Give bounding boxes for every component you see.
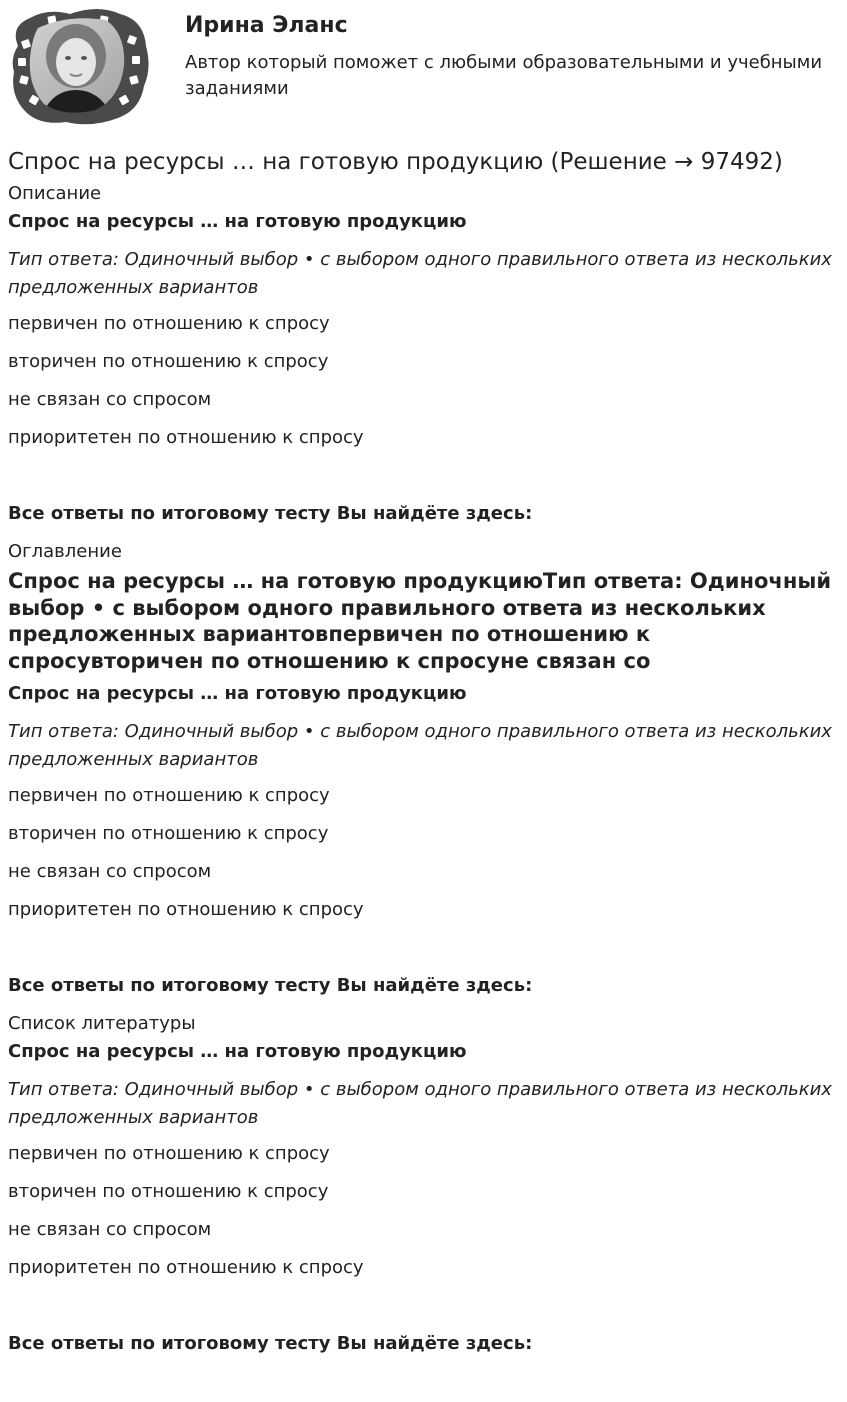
answer-option: не связан со спросом — [8, 1219, 212, 1240]
description-label: Описание — [8, 183, 102, 204]
author-info — [185, 12, 825, 102]
author-name[interactable]: Ирина Эланс — [185, 13, 348, 38]
answer-option: вторичен по отношению к спросу — [8, 823, 329, 844]
toc-label: Оглавление — [8, 541, 122, 562]
toc-heading: Спрос на ресурсы … на готовую продукциюТип ответа: Одиночный выбор • с выбором одного правильного ответа из нескольких предложенных вариантовпервичен по отношению к спросувторичен по отношению к спросуне связан со — [8, 569, 832, 673]
answer-option: вторичен по отношению к спросу — [8, 1181, 329, 1202]
author-description: Автор который поможет с любыми образовательными и учебными заданиями — [185, 52, 823, 99]
main-content — [8, 146, 840, 1370]
literature-section — [8, 1012, 840, 1356]
question-title: Спрос на ресурсы … на готовую продукцию — [8, 211, 467, 232]
answer-option: вторичен по отношению к спросу — [8, 351, 329, 372]
answer-type: Тип ответа: Одиночный выбор • с выбором одного правильного ответа из нескольких предложенных вариантов — [8, 721, 832, 770]
answer-option: не связан со спросом — [8, 389, 212, 410]
question-title: Спрос на ресурсы … на готовую продукцию — [8, 1041, 467, 1062]
all-answers-link-text: Все ответы по итоговому тесту Вы найдёте здесь: — [8, 1333, 533, 1354]
author-header — [0, 0, 847, 130]
toc-section — [8, 540, 840, 998]
literature-label: Список литературы — [8, 1013, 196, 1034]
answer-option: приоритетен по отношению к спросу — [8, 1257, 364, 1278]
answer-type: Тип ответа: Одиночный выбор • с выбором одного правильного ответа из нескольких предложенных вариантов — [8, 1079, 832, 1128]
question-title: Спрос на ресурсы … на готовую продукцию — [8, 683, 467, 704]
author-avatar[interactable] — [8, 6, 150, 126]
answer-option: приоритетен по отношению к спросу — [8, 899, 364, 920]
all-answers-link-text: Все ответы по итоговому тесту Вы найдёте здесь: — [8, 975, 533, 996]
answer-option: не связан со спросом — [8, 861, 212, 882]
answer-option: приоритетен по отношению к спросу — [8, 427, 364, 448]
page-title: Спрос на ресурсы … на готовую продукцию (Решение → 97492) — [8, 149, 783, 175]
all-answers-link-text: Все ответы по итоговому тесту Вы найдёте здесь: — [8, 503, 533, 524]
answer-option: первичен по отношению к спросу — [8, 785, 330, 806]
answer-type: Тип ответа: Одиночный выбор • с выбором одного правильного ответа из нескольких предложенных вариантов — [8, 249, 832, 298]
answer-option: первичен по отношению к спросу — [8, 1143, 330, 1164]
film-frame-avatar-icon — [8, 6, 150, 126]
answer-option: первичен по отношению к спросу — [8, 313, 330, 334]
description-section — [8, 182, 840, 526]
